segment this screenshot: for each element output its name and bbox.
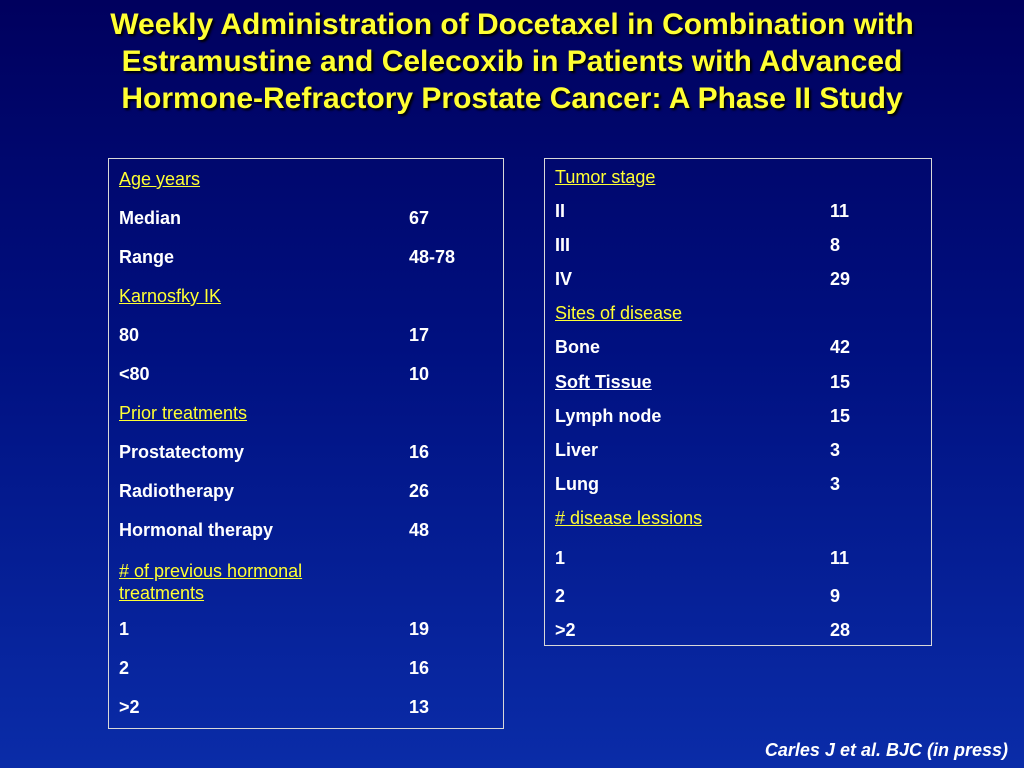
lung-label: Lung	[555, 474, 599, 494]
previous-hormonal-heading-row	[119, 560, 493, 606]
lesions-2-label: 2	[555, 586, 566, 606]
slide-title	[20, 6, 1004, 117]
prostatectomy-value: 16	[409, 442, 430, 462]
liver-label: Liver	[555, 440, 599, 460]
stage-iii-row	[555, 235, 921, 259]
lesions-1-row	[555, 548, 921, 572]
bone-value: 42	[830, 337, 851, 357]
title-line-2: Estramustine and Celecoxib in Patients with Advanced	[121, 45, 903, 78]
title-line-1: Weekly Administration of Docetaxel in Combination with	[110, 8, 914, 41]
previous-2-value: 16	[409, 658, 430, 678]
lesions-2-row	[555, 586, 921, 610]
karnofsky-heading-row	[119, 286, 493, 310]
lymph-node-row	[555, 406, 921, 430]
liver-value: 3	[830, 440, 841, 460]
previous-gt2-row	[119, 697, 493, 721]
median-value: 67	[409, 208, 430, 228]
lung-value: 3	[830, 474, 841, 494]
soft-tissue-row	[555, 372, 921, 396]
stage-iii-label: III	[555, 235, 571, 255]
karnofsky-heading: Karnosfky IK	[119, 286, 222, 306]
tumor-stage-heading-row	[555, 167, 921, 191]
karnofsky-lt80-label: <80	[119, 364, 150, 384]
karnofsky-80-label: 80	[119, 325, 140, 345]
previous-gt2-label: >2	[119, 697, 140, 717]
lesions-gt2-row	[555, 620, 921, 644]
disease-characteristics-table	[544, 158, 932, 646]
patient-characteristics-table	[108, 158, 504, 729]
prior-treatments-heading: Prior treatments	[119, 403, 248, 423]
previous-2-row	[119, 658, 493, 682]
previous-1-value: 19	[409, 619, 430, 639]
lymph-node-label: Lymph node	[555, 406, 662, 426]
radiotherapy-value: 26	[409, 481, 430, 501]
soft-tissue-value: 15	[830, 372, 851, 392]
range-value: 48-78	[409, 247, 456, 267]
median-row	[119, 208, 493, 232]
stage-iv-label: IV	[555, 269, 573, 289]
stage-ii-row	[555, 201, 921, 225]
range-row	[119, 247, 493, 271]
age-heading: Age years	[119, 169, 201, 189]
lesions-1-value: 11	[830, 548, 850, 568]
lesions-gt2-value: 28	[830, 620, 851, 640]
sites-heading: Sites of disease	[555, 303, 683, 323]
lesions-heading-row	[555, 508, 921, 532]
liver-row	[555, 440, 921, 464]
stage-iii-value: 8	[830, 235, 841, 255]
karnofsky-80-value: 17	[409, 325, 430, 345]
lung-row	[555, 474, 921, 498]
hormonal-therapy-value: 48	[409, 520, 430, 540]
karnofsky-lt80-row	[119, 364, 493, 388]
lesions-gt2-label: >2	[555, 620, 576, 640]
lesions-2-value: 9	[830, 586, 841, 606]
bone-row	[555, 337, 921, 361]
range-label: Range	[119, 247, 175, 267]
median-label: Median	[119, 208, 182, 228]
previous-2-label: 2	[119, 658, 130, 678]
bone-label: Bone	[555, 337, 600, 357]
stage-iv-row	[555, 269, 921, 293]
radiotherapy-label: Radiotherapy	[119, 481, 235, 501]
karnofsky-80-row	[119, 325, 493, 349]
prior-treatments-heading-row	[119, 403, 493, 427]
radiotherapy-row	[119, 481, 493, 505]
lesions-1-label: 1	[555, 548, 566, 568]
tumor-stage-heading: Tumor stage	[555, 167, 656, 187]
previous-hormonal-heading: # of previous hormonal treatments	[119, 561, 303, 603]
previous-1-label: 1	[119, 619, 130, 639]
lesions-heading: # disease lessions	[555, 508, 703, 528]
hormonal-therapy-label: Hormonal therapy	[119, 520, 274, 540]
prostatectomy-label: Prostatectomy	[119, 442, 245, 462]
lymph-node-value: 15	[830, 406, 851, 426]
karnofsky-lt80-value: 10	[409, 364, 430, 384]
stage-ii-value: 11	[830, 201, 850, 221]
hormonal-therapy-row	[119, 520, 493, 544]
sites-heading-row	[555, 303, 921, 327]
citation: Carles J et al. BJC (in press)	[764, 740, 1008, 760]
prostatectomy-row	[119, 442, 493, 466]
previous-gt2-value: 13	[409, 697, 430, 717]
stage-iv-value: 29	[830, 269, 851, 289]
previous-1-row	[119, 619, 493, 643]
soft-tissue-label: Soft Tissue	[555, 372, 652, 392]
age-heading-row	[119, 169, 493, 193]
stage-ii-label: II	[555, 201, 566, 221]
title-line-3: Hormone-Refractory Prostate Cancer: A Phase II Study	[121, 82, 903, 115]
